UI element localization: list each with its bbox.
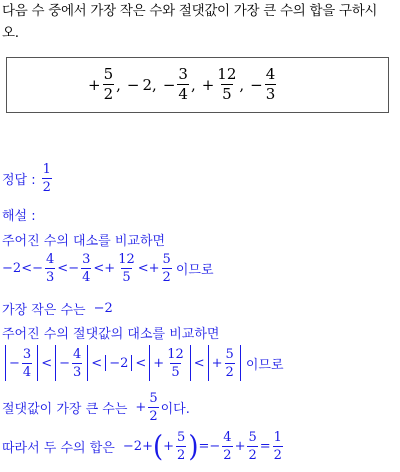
solution-title: 해설 : [2,209,36,224]
answer-line [2,163,54,194]
order-inequality: − 2 < − $\frac{4}{3}$ < − $\frac{3}{4}$ < + $\frac{12}{5}$ < + $\frac{5}{2}$ 이므로 [2,252,214,285]
sum-line: 따라서 두 수의 합은 − 2 + ( + $\frac{5}{2}$ ) = − $\frac{4}{2}$ + $\frac{5}{2}$ = $\frac{1}{2}$ [2,430,282,463]
solution-step1: 주어진 수의 대소를 비교하면 [2,234,166,249]
answer-fraction: $\frac{1}{2}$ [42,162,51,195]
largest-abs-line: 절댓값이 가장 큰 수는 + $\frac{5}{2}$ 이다. [2,391,190,424]
abs-inequality: − $\frac{3}{4}$ < − $\frac{4}{3}$ < − 2 < + $\frac{12}{5}$ < + $\frac{5}{2}$ 이므로 [2,345,284,381]
solution-step2: 주어진 수의 절댓값의 대소를 비교하면 [2,327,220,342]
smallest-line: 가장 작은 수는 −2 [2,301,113,318]
question-text-line2: 오. [2,25,19,41]
number-list: + $\frac{5}{2}$ , − 2 , − $\frac{3}{4}$ , + $\frac{12}{5}$ , − $\frac{4}{3}$ [88,65,276,103]
answer-label: 정답 : [2,173,36,188]
sign: + [88,75,101,94]
question-text-line1: 다음 수 중에서 가장 작은 수와 절댓값이 가장 큰 수의 합을 구하시 [2,3,378,19]
